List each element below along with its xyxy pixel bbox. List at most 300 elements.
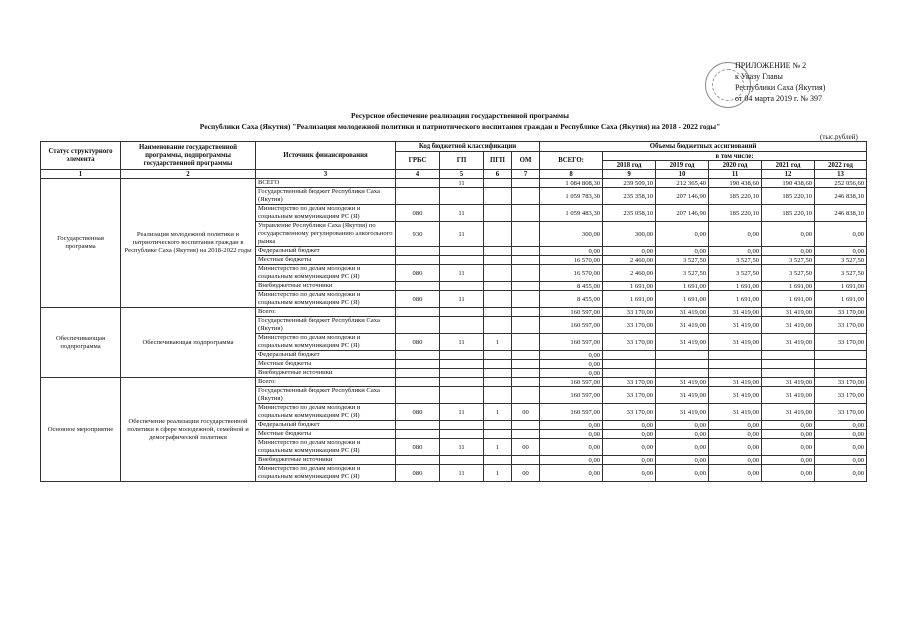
column-number: 6 bbox=[484, 170, 512, 179]
year-value-cell: 0,00 bbox=[815, 456, 867, 465]
appendix-line: к Указу Главы bbox=[735, 72, 783, 81]
pgp-cell bbox=[484, 387, 512, 404]
om-cell bbox=[512, 265, 540, 282]
year-value-cell: 0,00 bbox=[762, 430, 815, 439]
year-value-cell: 207 146,90 bbox=[656, 188, 709, 205]
gp-cell: 11 bbox=[440, 205, 484, 222]
year-value-cell: 3 527,50 bbox=[762, 265, 815, 282]
om-cell: 00 bbox=[512, 465, 540, 482]
grbs-cell bbox=[396, 188, 440, 205]
gp-cell: 11 bbox=[440, 291, 484, 308]
year-value-cell: 33 170,00 bbox=[603, 308, 656, 317]
year-value-cell: 0,00 bbox=[656, 456, 709, 465]
year-value-cell: 31 419,00 bbox=[709, 378, 762, 387]
header-2021: 2021 год bbox=[762, 161, 815, 170]
year-value-cell: 31 419,00 bbox=[762, 334, 815, 351]
year-value-cell: 3 527,50 bbox=[815, 256, 867, 265]
grbs-cell bbox=[396, 247, 440, 256]
table-row bbox=[41, 378, 867, 387]
gp-cell bbox=[440, 308, 484, 317]
table-row bbox=[41, 308, 867, 317]
funding-source-cell: Государственный бюджет Республики Саха (Якутия) bbox=[256, 317, 396, 334]
year-value-cell: 0,00 bbox=[656, 430, 709, 439]
year-value-cell bbox=[815, 351, 867, 360]
year-value-cell: 31 419,00 bbox=[709, 317, 762, 334]
year-value-cell: 0,00 bbox=[603, 430, 656, 439]
pgp-cell bbox=[484, 360, 512, 369]
resource-table bbox=[40, 141, 867, 482]
pgp-cell bbox=[484, 179, 512, 188]
year-value-cell: 190 438,60 bbox=[762, 179, 815, 188]
year-value-cell: 31 419,00 bbox=[656, 308, 709, 317]
grbs-cell: 080 bbox=[396, 265, 440, 282]
year-value-cell: 0,00 bbox=[815, 222, 867, 247]
total-cell: 0,00 bbox=[540, 456, 603, 465]
year-value-cell: 33 170,00 bbox=[603, 387, 656, 404]
header-source: Источник финансирования bbox=[256, 142, 396, 170]
status-cell: Основное мероприятие bbox=[41, 378, 121, 482]
year-value-cell bbox=[762, 360, 815, 369]
header-total: ВСЕГО: bbox=[540, 152, 603, 170]
total-cell: 300,00 bbox=[540, 222, 603, 247]
om-cell bbox=[512, 421, 540, 430]
pgp-cell bbox=[484, 247, 512, 256]
year-value-cell: 0,00 bbox=[709, 247, 762, 256]
year-value-cell bbox=[656, 369, 709, 378]
om-cell bbox=[512, 351, 540, 360]
funding-source-cell: Министерство по делам молодежи и социальным коммуникациям РС (Я) bbox=[256, 465, 396, 482]
year-value-cell: 0,00 bbox=[709, 430, 762, 439]
header-including: в том числе: bbox=[603, 152, 867, 161]
year-value-cell: 33 170,00 bbox=[815, 317, 867, 334]
gp-cell: 11 bbox=[440, 334, 484, 351]
pgp-cell bbox=[484, 205, 512, 222]
year-value-cell: 1 691,00 bbox=[762, 282, 815, 291]
grbs-cell bbox=[396, 387, 440, 404]
year-value-cell: 0,00 bbox=[815, 439, 867, 456]
year-value-cell: 1 691,00 bbox=[709, 291, 762, 308]
grbs-cell bbox=[396, 282, 440, 291]
year-value-cell: 33 170,00 bbox=[603, 317, 656, 334]
pgp-cell bbox=[484, 256, 512, 265]
om-cell bbox=[512, 291, 540, 308]
total-cell: 8 455,00 bbox=[540, 291, 603, 308]
om-cell bbox=[512, 222, 540, 247]
funding-source-cell: Министерство по делам молодежи и социальным коммуникациям РС (Я) bbox=[256, 205, 396, 222]
year-value-cell: 31 419,00 bbox=[709, 308, 762, 317]
om-cell bbox=[512, 430, 540, 439]
column-number: 5 bbox=[440, 170, 484, 179]
header-2022: 2022 год bbox=[815, 161, 867, 170]
year-value-cell bbox=[709, 351, 762, 360]
funding-source-cell: Министерство по делам молодежи и социальным коммуникациям РС (Я) bbox=[256, 404, 396, 421]
year-value-cell: 31 419,00 bbox=[656, 387, 709, 404]
units-label: (тыс.рублей) bbox=[820, 133, 858, 141]
grbs-cell bbox=[396, 256, 440, 265]
year-value-cell: 33 170,00 bbox=[815, 378, 867, 387]
year-value-cell bbox=[603, 351, 656, 360]
total-cell: 160 597,00 bbox=[540, 404, 603, 421]
pgp-cell bbox=[484, 430, 512, 439]
year-value-cell: 33 170,00 bbox=[603, 404, 656, 421]
pgp-cell bbox=[484, 282, 512, 291]
document-subtitle: Республики Саха (Якутия) "Реализация молодежной политики и патриотического воспитания граждан в Республике Саха (Якутия) на 2018 - 2022 годы" bbox=[199, 122, 721, 131]
gp-cell bbox=[440, 369, 484, 378]
om-cell bbox=[512, 378, 540, 387]
grbs-cell: 930 bbox=[396, 222, 440, 247]
year-value-cell bbox=[656, 360, 709, 369]
total-cell: 160 597,00 bbox=[540, 317, 603, 334]
year-value-cell: 33 170,00 bbox=[815, 308, 867, 317]
total-cell: 1 059 783,30 bbox=[540, 188, 603, 205]
header-pgp: ПГП bbox=[484, 152, 512, 170]
pgp-cell bbox=[484, 351, 512, 360]
om-cell bbox=[512, 369, 540, 378]
year-value-cell: 0,00 bbox=[603, 439, 656, 456]
year-value-cell: 0,00 bbox=[762, 439, 815, 456]
gp-cell bbox=[440, 351, 484, 360]
column-number: 4 bbox=[396, 170, 440, 179]
total-cell: 0,00 bbox=[540, 351, 603, 360]
om-cell bbox=[512, 188, 540, 205]
year-value-cell: 33 170,00 bbox=[603, 334, 656, 351]
appendix-line: от 04 марта 2019 г. № 397 bbox=[735, 94, 822, 103]
header-budget-code: Код бюджетной классификации bbox=[396, 142, 540, 152]
year-value-cell: 0,00 bbox=[603, 421, 656, 430]
year-value-cell bbox=[656, 351, 709, 360]
column-number: 8 bbox=[540, 170, 603, 179]
gp-cell bbox=[440, 430, 484, 439]
funding-source-cell: Министерство по делам молодежи и социальным коммуникациям РС (Я) bbox=[256, 439, 396, 456]
grbs-cell bbox=[396, 430, 440, 439]
year-value-cell: 31 419,00 bbox=[762, 308, 815, 317]
year-value-cell: 2 460,00 bbox=[603, 265, 656, 282]
column-number: 1 bbox=[41, 170, 121, 179]
year-value-cell: 33 170,00 bbox=[815, 387, 867, 404]
year-value-cell bbox=[709, 360, 762, 369]
year-value-cell: 1 691,00 bbox=[709, 282, 762, 291]
year-value-cell: 0,00 bbox=[603, 456, 656, 465]
year-value-cell: 0,00 bbox=[656, 465, 709, 482]
year-value-cell: 185 220,10 bbox=[709, 205, 762, 222]
funding-source-cell: Министерство по делам молодежи и социальным коммуникациям РС (Я) bbox=[256, 265, 396, 282]
program-name-cell: Обеспечивающая подпрограмма bbox=[121, 308, 256, 378]
gp-cell bbox=[440, 188, 484, 205]
pgp-cell bbox=[484, 378, 512, 387]
year-value-cell: 1 691,00 bbox=[603, 282, 656, 291]
om-cell bbox=[512, 179, 540, 188]
year-value-cell: 190 438,60 bbox=[709, 179, 762, 188]
pgp-cell bbox=[484, 222, 512, 247]
total-cell: 0,00 bbox=[540, 360, 603, 369]
year-value-cell: 0,00 bbox=[656, 439, 709, 456]
grbs-cell bbox=[396, 378, 440, 387]
appendix-line: ПРИЛОЖЕНИЕ № 2 bbox=[735, 61, 807, 70]
pgp-cell: 1 bbox=[484, 465, 512, 482]
year-value-cell: 0,00 bbox=[815, 247, 867, 256]
year-value-cell: 0,00 bbox=[709, 456, 762, 465]
year-value-cell: 3 527,50 bbox=[815, 265, 867, 282]
year-value-cell bbox=[709, 369, 762, 378]
total-cell: 160 597,00 bbox=[540, 308, 603, 317]
funding-source-cell: Внебюджетные источники bbox=[256, 369, 396, 378]
year-value-cell: 31 419,00 bbox=[709, 387, 762, 404]
funding-source-cell: Внебюджетные источники bbox=[256, 282, 396, 291]
program-name-cell: Обеспечение реализации государственной политики в сфере молодежной, семейной и демографической политики bbox=[121, 378, 256, 482]
year-value-cell: 185 220,10 bbox=[762, 188, 815, 205]
year-value-cell: 0,00 bbox=[603, 465, 656, 482]
year-value-cell: 3 527,50 bbox=[656, 256, 709, 265]
year-value-cell: 3 527,50 bbox=[709, 265, 762, 282]
pgp-cell bbox=[484, 188, 512, 205]
total-cell: 1 084 808,30 bbox=[540, 179, 603, 188]
grbs-cell bbox=[396, 360, 440, 369]
year-value-cell: 207 146,90 bbox=[656, 205, 709, 222]
grbs-cell bbox=[396, 421, 440, 430]
grbs-cell bbox=[396, 456, 440, 465]
appendix-line: Республики Саха (Якутия) bbox=[735, 83, 826, 92]
om-cell bbox=[512, 247, 540, 256]
column-number: 13 bbox=[815, 170, 867, 179]
gp-cell: 11 bbox=[440, 179, 484, 188]
column-number: 11 bbox=[709, 170, 762, 179]
pgp-cell bbox=[484, 308, 512, 317]
year-value-cell: 31 419,00 bbox=[656, 404, 709, 421]
funding-source-cell: Местные бюджеты bbox=[256, 360, 396, 369]
year-value-cell: 1 691,00 bbox=[603, 291, 656, 308]
total-cell: 160 597,00 bbox=[540, 334, 603, 351]
table-body bbox=[41, 179, 867, 482]
year-value-cell: 235 358,10 bbox=[603, 188, 656, 205]
header-2020: 2020 год bbox=[709, 161, 762, 170]
pgp-cell bbox=[484, 421, 512, 430]
year-value-cell: 0,00 bbox=[603, 247, 656, 256]
year-value-cell: 0,00 bbox=[709, 222, 762, 247]
total-cell: 0,00 bbox=[540, 439, 603, 456]
year-value-cell bbox=[603, 369, 656, 378]
year-value-cell bbox=[603, 360, 656, 369]
om-cell bbox=[512, 334, 540, 351]
funding-source-cell: Государственный бюджет Республики Саха (Якутия) bbox=[256, 387, 396, 404]
total-cell: 8 455,00 bbox=[540, 282, 603, 291]
pgp-cell bbox=[484, 317, 512, 334]
funding-source-cell: ВСЕГО bbox=[256, 179, 396, 188]
year-value-cell: 0,00 bbox=[762, 247, 815, 256]
document-title: Ресурсное обеспечение реализации государственной программы bbox=[351, 111, 569, 120]
grbs-cell: 080 bbox=[396, 291, 440, 308]
grbs-cell bbox=[396, 308, 440, 317]
year-value-cell: 0,00 bbox=[762, 456, 815, 465]
grbs-cell bbox=[396, 369, 440, 378]
pgp-cell: 1 bbox=[484, 404, 512, 421]
year-value-cell: 0,00 bbox=[815, 421, 867, 430]
year-value-cell: 31 419,00 bbox=[656, 378, 709, 387]
header-status: Статус структурного элемента bbox=[41, 142, 121, 170]
year-value-cell bbox=[762, 351, 815, 360]
om-cell bbox=[512, 456, 540, 465]
year-value-cell bbox=[815, 360, 867, 369]
appendix-note bbox=[735, 60, 825, 104]
pgp-cell bbox=[484, 291, 512, 308]
header-grbs: ГРБС bbox=[396, 152, 440, 170]
year-value-cell: 1 691,00 bbox=[815, 282, 867, 291]
year-value-cell: 0,00 bbox=[815, 430, 867, 439]
header-gp: ГП bbox=[440, 152, 484, 170]
year-value-cell: 0,00 bbox=[656, 421, 709, 430]
pgp-cell bbox=[484, 369, 512, 378]
year-value-cell: 0,00 bbox=[656, 247, 709, 256]
year-value-cell: 0,00 bbox=[709, 465, 762, 482]
gp-cell bbox=[440, 317, 484, 334]
column-number: 7 bbox=[512, 170, 540, 179]
gp-cell bbox=[440, 421, 484, 430]
year-value-cell: 31 419,00 bbox=[709, 404, 762, 421]
column-numbers-row bbox=[41, 170, 867, 179]
year-value-cell: 31 419,00 bbox=[762, 387, 815, 404]
column-number: 9 bbox=[603, 170, 656, 179]
year-value-cell: 2 460,00 bbox=[603, 256, 656, 265]
year-value-cell: 0,00 bbox=[762, 421, 815, 430]
year-value-cell: 0,00 bbox=[656, 222, 709, 247]
year-value-cell: 3 527,50 bbox=[709, 256, 762, 265]
grbs-cell: 080 bbox=[396, 404, 440, 421]
gp-cell: 11 bbox=[440, 222, 484, 247]
funding-source-cell: Федеральный бюджет bbox=[256, 421, 396, 430]
year-value-cell: 0,00 bbox=[762, 465, 815, 482]
gp-cell: 11 bbox=[440, 404, 484, 421]
gp-cell bbox=[440, 282, 484, 291]
pgp-cell: 1 bbox=[484, 439, 512, 456]
gp-cell bbox=[440, 256, 484, 265]
year-value-cell: 31 419,00 bbox=[762, 378, 815, 387]
gp-cell bbox=[440, 247, 484, 256]
year-value-cell: 31 419,00 bbox=[656, 317, 709, 334]
program-name-cell: Реализация молодежной политики и патриотического воспитания граждан в Республике Саха (Якутия) на 2018-2022 годы bbox=[121, 179, 256, 308]
year-value-cell: 31 419,00 bbox=[762, 404, 815, 421]
year-value-cell bbox=[762, 369, 815, 378]
year-value-cell: 239 509,10 bbox=[603, 179, 656, 188]
status-cell: Обеспечивающая подпрограмма bbox=[41, 308, 121, 378]
pgp-cell bbox=[484, 265, 512, 282]
total-cell: 0,00 bbox=[540, 421, 603, 430]
funding-source-cell: Государственный бюджет Республики Саха (Якутия) bbox=[256, 188, 396, 205]
year-value-cell: 252 056,60 bbox=[815, 179, 867, 188]
funding-source-cell: Местные бюджеты bbox=[256, 256, 396, 265]
gp-cell bbox=[440, 387, 484, 404]
gp-cell bbox=[440, 360, 484, 369]
year-value-cell: 185 220,10 bbox=[709, 188, 762, 205]
header-volumes: Объемы бюджетных ассигнований bbox=[540, 142, 867, 152]
pgp-cell bbox=[484, 456, 512, 465]
total-cell: 16 570,00 bbox=[540, 265, 603, 282]
gp-cell: 11 bbox=[440, 439, 484, 456]
funding-source-cell: Министерство по делам молодежи и социальным коммуникациям РС (Я) bbox=[256, 291, 396, 308]
year-value-cell: 33 170,00 bbox=[815, 334, 867, 351]
funding-source-cell: Федеральный бюджет bbox=[256, 351, 396, 360]
gp-cell: 11 bbox=[440, 465, 484, 482]
column-number: 2 bbox=[121, 170, 256, 179]
year-value-cell: 0,00 bbox=[762, 222, 815, 247]
year-value-cell: 185 220,10 bbox=[762, 205, 815, 222]
year-value-cell: 212 365,40 bbox=[656, 179, 709, 188]
year-value-cell: 1 691,00 bbox=[762, 291, 815, 308]
year-value-cell: 235 058,10 bbox=[603, 205, 656, 222]
year-value-cell: 31 419,00 bbox=[762, 317, 815, 334]
year-value-cell: 31 419,00 bbox=[709, 334, 762, 351]
om-cell bbox=[512, 308, 540, 317]
header-om: ОМ bbox=[512, 152, 540, 170]
year-value-cell: 246 838,10 bbox=[815, 188, 867, 205]
gp-cell bbox=[440, 378, 484, 387]
year-value-cell: 1 691,00 bbox=[656, 282, 709, 291]
header-2019: 2019 год bbox=[656, 161, 709, 170]
year-value-cell: 300,00 bbox=[603, 222, 656, 247]
gp-cell bbox=[440, 456, 484, 465]
grbs-cell bbox=[396, 351, 440, 360]
year-value-cell: 1 691,00 bbox=[656, 291, 709, 308]
total-cell: 0,00 bbox=[540, 369, 603, 378]
total-cell: 160 597,00 bbox=[540, 378, 603, 387]
total-cell: 0,00 bbox=[540, 465, 603, 482]
grbs-cell: 080 bbox=[396, 205, 440, 222]
total-cell: 0,00 bbox=[540, 247, 603, 256]
funding-source-cell: Всего: bbox=[256, 308, 396, 317]
column-number: 3 bbox=[256, 170, 396, 179]
total-cell: 0,00 bbox=[540, 430, 603, 439]
grbs-cell: 080 bbox=[396, 334, 440, 351]
year-value-cell bbox=[815, 369, 867, 378]
grbs-cell: 080 bbox=[396, 465, 440, 482]
column-number: 10 bbox=[656, 170, 709, 179]
funding-source-cell: Федеральный бюджет bbox=[256, 247, 396, 256]
year-value-cell: 3 527,50 bbox=[656, 265, 709, 282]
funding-source-cell: Всего: bbox=[256, 378, 396, 387]
om-cell bbox=[512, 387, 540, 404]
pgp-cell: 1 bbox=[484, 334, 512, 351]
year-value-cell: 246 838,10 bbox=[815, 205, 867, 222]
om-cell: 00 bbox=[512, 439, 540, 456]
column-number: 12 bbox=[762, 170, 815, 179]
year-value-cell: 33 170,00 bbox=[815, 404, 867, 421]
year-value-cell: 0,00 bbox=[709, 421, 762, 430]
year-value-cell: 33 170,00 bbox=[603, 378, 656, 387]
om-cell: 00 bbox=[512, 404, 540, 421]
gp-cell: 11 bbox=[440, 265, 484, 282]
om-cell bbox=[512, 360, 540, 369]
year-value-cell: 3 527,50 bbox=[762, 256, 815, 265]
year-value-cell: 0,00 bbox=[709, 439, 762, 456]
table-row bbox=[41, 179, 867, 188]
header-name: Наименование государственной программы, подпрограммы государственной программы bbox=[121, 142, 256, 170]
year-value-cell: 1 691,00 bbox=[815, 291, 867, 308]
total-cell: 1 059 483,30 bbox=[540, 205, 603, 222]
om-cell bbox=[512, 282, 540, 291]
funding-source-cell: Местные бюджеты bbox=[256, 430, 396, 439]
total-cell: 16 570,00 bbox=[540, 256, 603, 265]
table-header bbox=[41, 142, 867, 179]
year-value-cell: 0,00 bbox=[815, 465, 867, 482]
total-cell: 160 597,00 bbox=[540, 387, 603, 404]
om-cell bbox=[512, 317, 540, 334]
funding-source-cell: Министерство по делам молодежи и социальным коммуникациям РС (Я) bbox=[256, 334, 396, 351]
grbs-cell bbox=[396, 179, 440, 188]
om-cell bbox=[512, 205, 540, 222]
funding-source-cell: Управление Республики Саха (Якутия) по государственному регулированию алкогольного рынка bbox=[256, 222, 396, 247]
status-cell: Государственная программа bbox=[41, 179, 121, 308]
om-cell bbox=[512, 256, 540, 265]
year-value-cell: 31 419,00 bbox=[656, 334, 709, 351]
grbs-cell bbox=[396, 317, 440, 334]
